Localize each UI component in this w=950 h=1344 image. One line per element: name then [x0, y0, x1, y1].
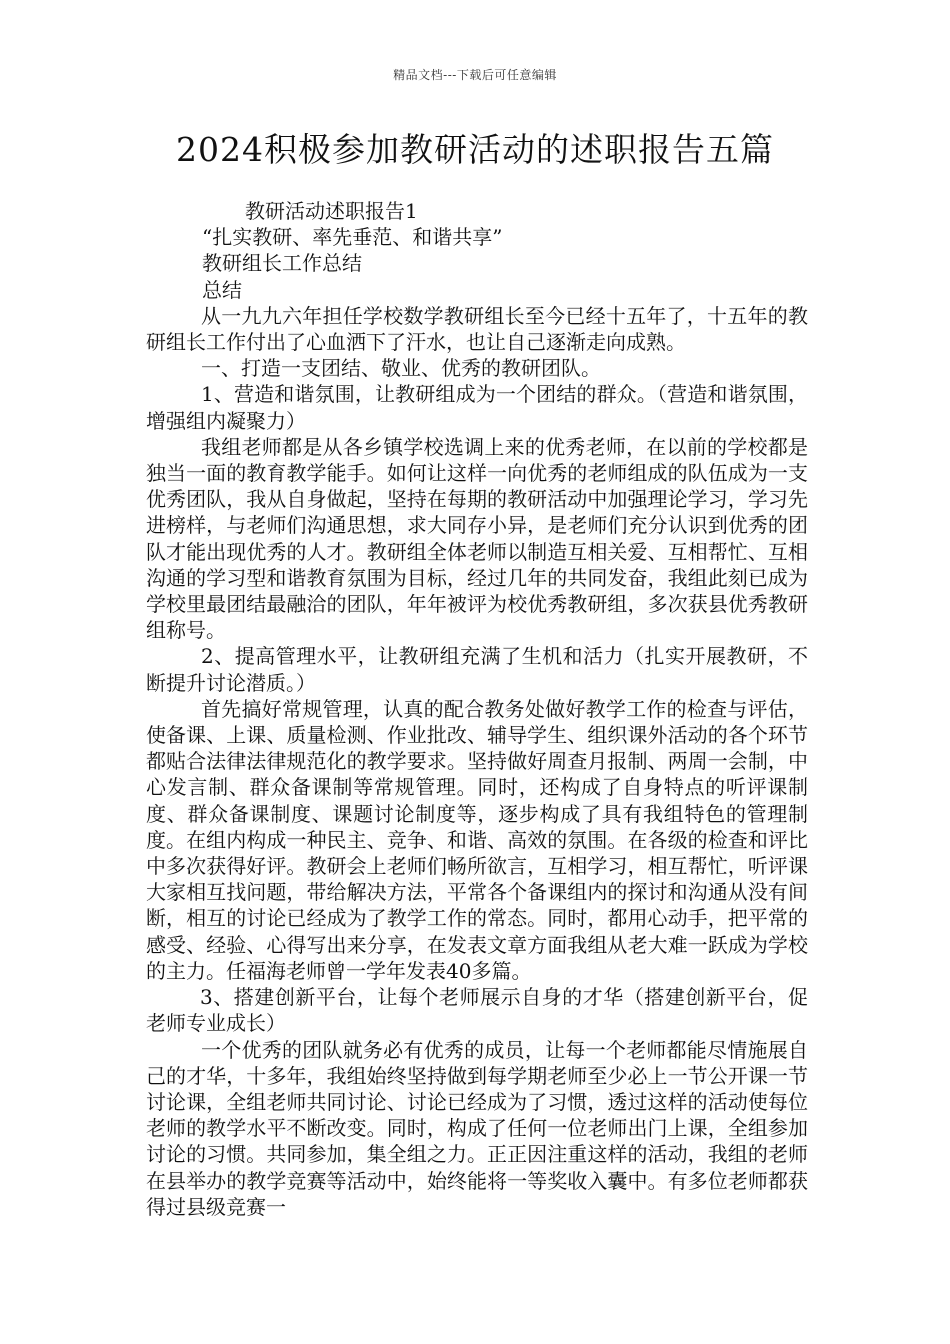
- report-label: 教研活动述职报告1: [245, 199, 418, 223]
- subtitle-line-2: 总结: [202, 277, 242, 302]
- paragraph-intro: 从一九九六年担任学校数学教研组长至今已经十五年了，十五年的教研组长工作付出了心血洒下了汗水，也让自己逐渐走向成熟。: [146, 303, 808, 355]
- section-heading-1: 一、打造一支团结、敬业、优秀的教研团队。: [201, 356, 601, 381]
- paragraph-body-2: 首先搞好常规管理，认真的配合教务处做好教学工作的检查与评估，使备课、上课、质量检测、作业批改、辅导学生、组织课外活动的各个环节都贴合法律法律规范化的教学要求。坚持做好周查月报制、两周一会制，中心发言制、群众备课制等常规管理。同时，还构成了自身特点的听评课制度、群众备课制度、课题讨论制度等，逐步构成了具有我组特色的管理制度。在组内构成一种民主、竞争、和谐、高效的氛围。在各级的检查和评比中多次获得好评。教研会上老师们畅所欲言，互相学习，相互帮忙，听评课大家相互找问题，带给解决方法，平常各个备课组内的探讨和沟通从没有间断，相互的讨论已经成为了教学工作的常态。同时，都用心动手，把平常的感受、经验、心得写出来分享，在发表文章方面我组从老大难一跃成为学校的主力。任福海老师曾一学年发表40多篇。: [146, 696, 808, 983]
- document-title: 2024积极参加教研活动的述职报告五篇: [176, 130, 774, 169]
- slogan: “扎实教研、率先垂范、和谐共享”: [202, 225, 503, 250]
- subsection-heading-2: 2、提高管理水平，让教研组充满了生机和活力（扎实开展教研，不断提升讨论潜质。）: [146, 644, 808, 695]
- header-note: 精品文档---下载后可任意编辑: [393, 68, 557, 82]
- document-body: [146, 198, 808, 1220]
- paragraph-body-3: 一个优秀的团队就务必有优秀的成员，让每一个老师都能尽情施展自己的才华，十多年，我组始终坚持做到每学期老师至少必上一节公开课一节讨论课，全组老师共同讨论、讨论已经成为了习惯，透过这样的活动使每位老师的教学水平不断改变。同时，构成了任何一位老师出门上课，全组参加讨论的习惯。共同参加，集全组之力。正正因注重这样的活动，我组的老师在县举办的教学竞赛等活动中，始终能将一等奖收入囊中。有多位老师都获得过县级竞赛一: [146, 1037, 808, 1219]
- paragraph-body-1: 我组老师都是从各乡镇学校选调上来的优秀老师，在以前的学校都是独当一面的教育教学能手。如何让这样一向优秀的老师组成的队伍成为一支优秀团队，我从自身做起，坚持在每期的教研活动中加强理论学习，学习先进榜样，与老师们沟通思想，求大同存小异，是老师们充分认识到优秀的团队才能出现优秀的人才。教研组全体老师以制造互相关爱、互相帮忙、互相沟通的学习型和谐教育氛围为目标，经过几年的共同发奋，我组此刻已成为学校里最团结最融洽的团队，年年被评为校优秀教研组，多次获县优秀教研组称号。: [146, 434, 808, 643]
- subsection-heading-1: 1、营造和谐氛围，让教研组成为一个团结的群众。（营造和谐氛围，增强组内凝聚力）: [146, 382, 808, 433]
- subtitle-line-1: 教研组长工作总结: [202, 251, 362, 276]
- subsection-heading-3: 3、搭建创新平台，让每个老师展示自身的才华（搭建创新平台，促老师专业成长）: [146, 985, 808, 1036]
